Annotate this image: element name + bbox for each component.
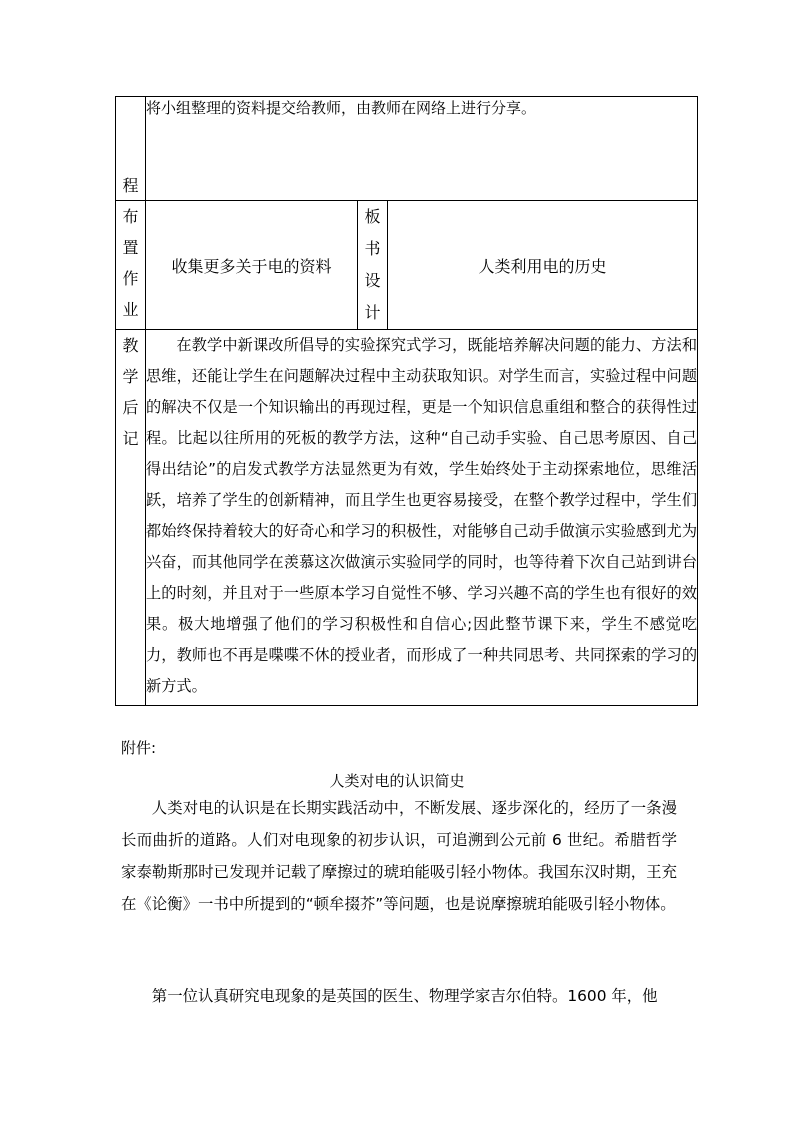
board-label-char: 书: [364, 239, 381, 258]
board-label-char: 设: [364, 271, 381, 290]
reflection-row: [116, 330, 698, 706]
board-label-char: 计: [364, 303, 381, 322]
reflection-text: 在教学中新课改所倡导的实验探究式学习，既能培养解决问题的能力、方法和思维，还能让学生在问题解决过程中主动获取知识。对学生而言，实验过程中问题的解决不仅是一个知识输出的再现过程，更是一个知识信息重组和整合的获得性过程。比起以往所用的死板的教学方法，这种“自己动手实验、自己思考原因、自己得出结论”的启发式教学方法显然更为有效，学生始终处于主动探索地位，思维活跃，培养了学生的创新精神，而且学生也更容易接受，在整个教学过程中，学生们都始终保持着较大的好奇心和学习的积极性，对能够自己动手做演示实验感到尤为兴奋，而其他同学在羡慕这次做演示实验同学的同时，也等待着下次自己站到讲台上的时刻，并且对于一些原本学习自觉性不够、学习兴趣不高的学生也有很好的效果。极大地增强了他们的学习积极性和自信心;因此整节课下来，学生不感觉吃力，教师也不再是喋喋不休的授业者，而形成了一种共同思考、共同探索的学习的新方式。: [146, 330, 698, 706]
process-text: 将小组整理的资料提交给教师，由教师在网络上进行分享。: [146, 97, 698, 201]
process-label: 程: [122, 176, 139, 195]
board-design-label: [358, 201, 388, 330]
homework-label-char: 业: [122, 300, 139, 319]
homework-label: [116, 201, 146, 330]
homework-content: 收集更多关于电的资料: [146, 201, 358, 330]
board-design-content: 人类利用电的历史: [388, 201, 698, 330]
reflection-label: [116, 330, 146, 706]
reflection-label-char: 记: [122, 429, 139, 448]
homework-label-char: 布: [122, 207, 139, 226]
homework-label-char: 置: [122, 238, 139, 257]
attachment-title: 人类对电的认识简史: [329, 772, 465, 790]
reflection-label-char: 学: [122, 367, 139, 386]
reflection-label-char: 后: [122, 398, 139, 417]
process-label-cell: [116, 97, 146, 201]
attachment-label: 附件:: [121, 739, 157, 757]
lesson-plan-table: [115, 96, 698, 706]
board-label-char: 板: [364, 207, 381, 226]
attachment-paragraph-1: 人类对电的认识是在长期实践活动中，不断发展、逐步深化的，经历了一条漫长而曲折的道路。人们对电现象的初步认识，可追溯到公元前 6 世纪。希腊哲学家泰勒斯那时已发现并记载了摩擦过的琥珀能吸引轻小物体。我国东汉时期，王充在《论衡》一书中所提到的“顿牟掇芥”等问题，也是说摩擦琥珀能吸引轻小物体。: [121, 799, 677, 913]
reflection-label-char: 教: [122, 336, 139, 355]
process-row: [116, 97, 698, 201]
attachment-paragraph-2: 第一位认真研究电现象的是英国的医生、物理学家吉尔伯特。1600 年，他: [151, 987, 658, 1005]
homework-label-char: 作: [122, 269, 139, 288]
homework-row: [116, 201, 698, 330]
